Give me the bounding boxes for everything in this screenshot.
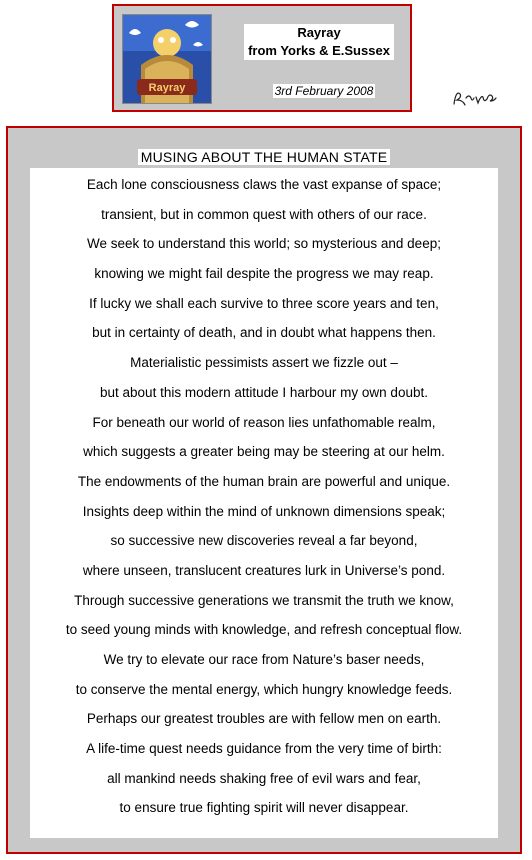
poem-frame bbox=[6, 126, 522, 854]
poem-line: If lucky we shall each survive to three score years and ten, bbox=[89, 295, 439, 311]
author-name: Rayray bbox=[297, 25, 341, 40]
handwritten-signature bbox=[450, 82, 510, 112]
poem-line: to ensure true fighting spirit will never disappear. bbox=[119, 800, 409, 816]
poem-line: Through successive generations we transmit the truth we know, bbox=[74, 592, 454, 608]
poem-line: Insights deep within the mind of unknown dimensions speak; bbox=[82, 503, 446, 519]
poem-paper bbox=[30, 168, 498, 838]
logo-text: Rayray bbox=[148, 82, 186, 94]
poem-line: to seed young minds with knowledge, and refresh conceptual flow. bbox=[65, 622, 463, 638]
poem-line: to conserve the mental energy, which hungry knowledge feeds. bbox=[75, 681, 453, 697]
poem-line: but about this modern attitude I harbour my own doubt. bbox=[100, 384, 428, 400]
poem-line: knowing we might fail despite the progress we may reap. bbox=[94, 266, 434, 282]
poem-line: We seek to understand this world; so mysterious and deep; bbox=[87, 236, 441, 252]
poem-line: Each lone consciousness claws the vast expanse of space; bbox=[86, 177, 442, 192]
author-header-box bbox=[112, 4, 412, 112]
poem-title bbox=[8, 148, 520, 166]
poem-line: Perhaps our greatest troubles are with fellow men on earth. bbox=[86, 711, 442, 727]
poem-line: A life-time quest needs guidance from the very time of birth: bbox=[86, 741, 442, 757]
poem-line: all mankind needs shaking free of evil wars and fear, bbox=[107, 770, 421, 786]
publication-date bbox=[264, 84, 384, 98]
poem-line: so successive new discoveries reveal a far beyond, bbox=[110, 533, 418, 549]
poem-body bbox=[30, 168, 498, 823]
poem-title-text: MUSING ABOUT THE HUMAN STATE bbox=[138, 149, 390, 165]
poem-line: where unseen, translucent creatures lurk in Universe’s pond. bbox=[82, 562, 446, 578]
date-text: 3rd February 2008 bbox=[274, 84, 374, 98]
author-credit bbox=[244, 24, 394, 60]
logo-illustration bbox=[123, 15, 211, 103]
poem-line: For beneath our world of reason lies unfathomable realm, bbox=[92, 414, 436, 430]
poem-line: but in certainty of death, and in doubt what happens then. bbox=[92, 325, 436, 341]
poem-line: which suggests a greater being may be steering at our helm. bbox=[83, 444, 445, 460]
rayray-logo-image bbox=[122, 14, 212, 104]
poem-line: We try to elevate our race from Nature’s baser needs, bbox=[103, 652, 425, 667]
poem-line: Materialistic pessimists assert we fizzle out – bbox=[130, 355, 398, 371]
author-location: from Yorks & E.Sussex bbox=[248, 43, 390, 58]
poem-line: The endowments of the human brain are powerful and unique. bbox=[77, 473, 451, 489]
poem-line: transient, but in common quest with others of our race. bbox=[101, 206, 427, 222]
